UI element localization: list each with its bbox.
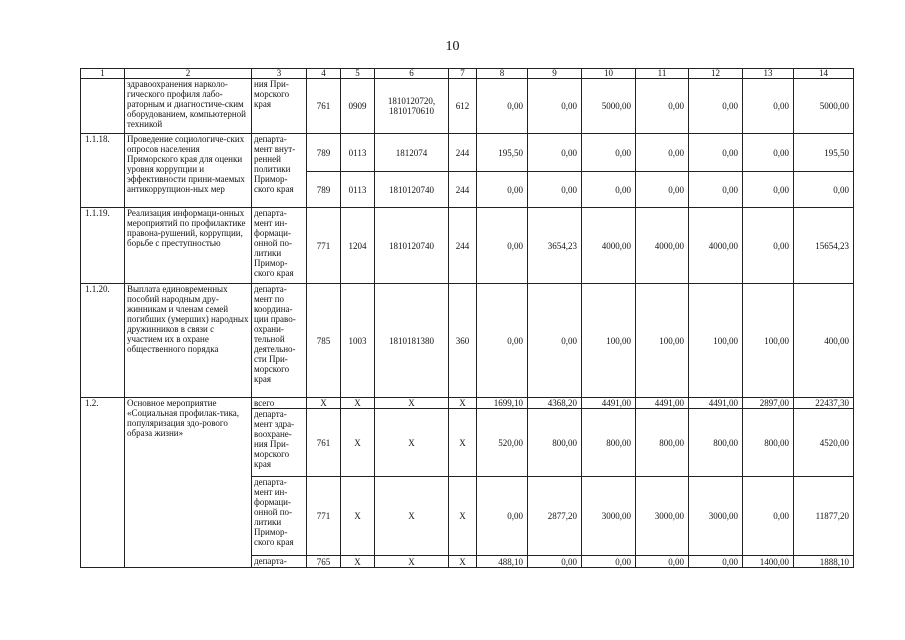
header-cell: 6 xyxy=(375,69,449,79)
value-cell: 761 xyxy=(307,79,341,134)
value-cell: 800,00 xyxy=(636,409,689,477)
value-cell: 0,00 xyxy=(794,172,854,208)
value-cell: 0,00 xyxy=(636,79,689,134)
value-cell: 3000,00 xyxy=(582,477,636,556)
value-cell: 771 xyxy=(307,477,341,556)
value-cell: X xyxy=(375,556,449,568)
value-cell: 1888,10 xyxy=(794,556,854,568)
department-cell: департа- xyxy=(252,556,307,568)
value-cell: 0,00 xyxy=(743,477,794,556)
value-cell: 0,00 xyxy=(528,134,582,172)
item-number-cell: 1.2. xyxy=(81,398,125,568)
value-cell: 5000,00 xyxy=(794,79,854,134)
value-cell: 0,00 xyxy=(528,556,582,568)
column-number-row xyxy=(81,69,854,79)
value-cell: 5000,00 xyxy=(582,79,636,134)
value-cell: 195,50 xyxy=(794,134,854,172)
value-cell: 0,00 xyxy=(743,134,794,172)
value-cell: 4000,00 xyxy=(636,208,689,284)
value-cell: 800,00 xyxy=(743,409,794,477)
value-cell: 0909 xyxy=(341,79,375,134)
table-row xyxy=(81,79,854,134)
header-cell: 11 xyxy=(636,69,689,79)
value-cell: 22437,30 xyxy=(794,398,854,409)
value-cell: 4520,00 xyxy=(794,409,854,477)
value-cell: 4491,00 xyxy=(636,398,689,409)
value-cell: 0,00 xyxy=(477,284,528,398)
value-cell: 0,00 xyxy=(477,79,528,134)
header-cell: 1 xyxy=(81,69,125,79)
budget-table xyxy=(80,68,854,568)
value-cell: 3000,00 xyxy=(636,477,689,556)
item-number-cell xyxy=(81,79,125,134)
value-cell: 612 xyxy=(449,79,477,134)
value-cell: 11877,20 xyxy=(794,477,854,556)
value-cell: 4000,00 xyxy=(689,208,743,284)
value-cell: X xyxy=(449,398,477,409)
item-number-cell: 1.1.20. xyxy=(81,284,125,398)
header-cell: 2 xyxy=(125,69,252,79)
value-cell: 4491,00 xyxy=(689,398,743,409)
value-cell: 15654,23 xyxy=(794,208,854,284)
value-cell: 0,00 xyxy=(528,172,582,208)
value-cell: X xyxy=(307,398,341,409)
value-cell: 2897,00 xyxy=(743,398,794,409)
value-cell: 4491,00 xyxy=(582,398,636,409)
header-cell: 7 xyxy=(449,69,477,79)
header-cell: 14 xyxy=(794,69,854,79)
value-cell: X xyxy=(449,556,477,568)
value-cell: 0,00 xyxy=(743,208,794,284)
value-cell: 3654,23 xyxy=(528,208,582,284)
value-cell: 4000,00 xyxy=(582,208,636,284)
value-cell: 0,00 xyxy=(477,208,528,284)
value-cell: X xyxy=(375,477,449,556)
value-cell: X xyxy=(341,556,375,568)
value-cell: 0,00 xyxy=(528,284,582,398)
value-cell: X xyxy=(375,398,449,409)
value-cell: X xyxy=(449,409,477,477)
table-row xyxy=(81,284,854,398)
value-cell: 785 xyxy=(307,284,341,398)
value-cell: 1699,10 xyxy=(477,398,528,409)
value-cell: 1810120720, 1810170610 xyxy=(375,79,449,134)
value-cell: 765 xyxy=(307,556,341,568)
department-cell: ния При-морского края xyxy=(252,79,307,134)
header-cell: 4 xyxy=(307,69,341,79)
value-cell: 0,00 xyxy=(477,172,528,208)
header-cell: 8 xyxy=(477,69,528,79)
value-cell: 1812074 xyxy=(375,134,449,172)
table-row xyxy=(81,134,854,172)
value-cell: 520,00 xyxy=(477,409,528,477)
value-cell: 100,00 xyxy=(689,284,743,398)
value-cell: 100,00 xyxy=(743,284,794,398)
value-cell: X xyxy=(375,409,449,477)
value-cell: 0,00 xyxy=(636,556,689,568)
value-cell: 1810120740 xyxy=(375,172,449,208)
value-cell: 1204 xyxy=(341,208,375,284)
value-cell: 800,00 xyxy=(689,409,743,477)
value-cell: 0113 xyxy=(341,134,375,172)
value-cell: X xyxy=(341,398,375,409)
item-name-cell: Основное мероприятие «Социальная профилак-тика, популяризация здо-рового образа жизни» xyxy=(125,398,252,568)
value-cell: 244 xyxy=(449,134,477,172)
value-cell: X xyxy=(449,477,477,556)
table-row xyxy=(81,398,854,409)
value-cell: 789 xyxy=(307,172,341,208)
value-cell: 0,00 xyxy=(477,477,528,556)
value-cell: 488,10 xyxy=(477,556,528,568)
page-number: 10 xyxy=(445,39,460,54)
value-cell: 800,00 xyxy=(582,409,636,477)
item-number-cell: 1.1.19. xyxy=(81,208,125,284)
value-cell: X xyxy=(341,409,375,477)
item-name-cell: Реализация информаци-онных мероприятий по профилактике правона-рушений, коррупции, борьбе с преступностью xyxy=(125,208,252,284)
department-cell: всего xyxy=(252,398,307,409)
value-cell: 2877,20 xyxy=(528,477,582,556)
value-cell: 244 xyxy=(449,208,477,284)
value-cell: 400,00 xyxy=(794,284,854,398)
header-cell: 10 xyxy=(582,69,636,79)
value-cell: 0113 xyxy=(341,172,375,208)
header-cell: 5 xyxy=(341,69,375,79)
value-cell: 195,50 xyxy=(477,134,528,172)
value-cell: 771 xyxy=(307,208,341,284)
value-cell: 0,00 xyxy=(582,172,636,208)
header-cell: 9 xyxy=(528,69,582,79)
department-cell: департа-мент внут-ренней политики Примор-ского края xyxy=(252,134,307,208)
value-cell: 0,00 xyxy=(636,134,689,172)
item-name-cell: здравоохранения нарколо-гического профиля лабо-раторным и диагностиче-ским оборудованием, компьютерной техникой xyxy=(125,79,252,134)
department-cell: департа-мент здра-воохране-ния При-морского края xyxy=(252,409,307,477)
value-cell: 0,00 xyxy=(689,172,743,208)
value-cell: 0,00 xyxy=(689,134,743,172)
item-number-cell: 1.1.18. xyxy=(81,134,125,208)
item-name-cell: Выплата единовременных пособий народным дру-жинникам и членам семей погибших (умерших) народных дружинников в связи с участием их в охране общественного порядка xyxy=(125,284,252,398)
value-cell: 1810181380 xyxy=(375,284,449,398)
value-cell: 100,00 xyxy=(582,284,636,398)
value-cell: 0,00 xyxy=(582,134,636,172)
table-row xyxy=(81,208,854,284)
value-cell: 1003 xyxy=(341,284,375,398)
department-cell: департа-мент по координа-ции право-охрани-тельной деятельно-сти При-морского края xyxy=(252,284,307,398)
value-cell: 789 xyxy=(307,134,341,172)
value-cell: 0,00 xyxy=(743,172,794,208)
value-cell: 1810120740 xyxy=(375,208,449,284)
header-cell: 3 xyxy=(252,69,307,79)
value-cell: 360 xyxy=(449,284,477,398)
value-cell: 0,00 xyxy=(528,79,582,134)
value-cell: 244 xyxy=(449,172,477,208)
value-cell: 0,00 xyxy=(689,556,743,568)
value-cell: X xyxy=(341,477,375,556)
value-cell: 3000,00 xyxy=(689,477,743,556)
header-cell: 12 xyxy=(689,69,743,79)
department-cell: департа-мент ин-формаци-онной по-литики Примор-ского края xyxy=(252,477,307,556)
value-cell: 0,00 xyxy=(743,79,794,134)
value-cell: 800,00 xyxy=(528,409,582,477)
value-cell: 761 xyxy=(307,409,341,477)
value-cell: 1400,00 xyxy=(743,556,794,568)
value-cell: 4368,20 xyxy=(528,398,582,409)
value-cell: 0,00 xyxy=(689,79,743,134)
value-cell: 100,00 xyxy=(636,284,689,398)
item-name-cell: Проведение социологиче-ских опросов населения Приморского края для оценки уровня коррупции и эффективности прини-маемых антикоррупцион-ных мер xyxy=(125,134,252,208)
department-cell: департа-мент ин-формаци-онной по-литики Примор-ского края xyxy=(252,208,307,284)
header-cell: 13 xyxy=(743,69,794,79)
value-cell: 0,00 xyxy=(636,172,689,208)
value-cell: 0,00 xyxy=(582,556,636,568)
